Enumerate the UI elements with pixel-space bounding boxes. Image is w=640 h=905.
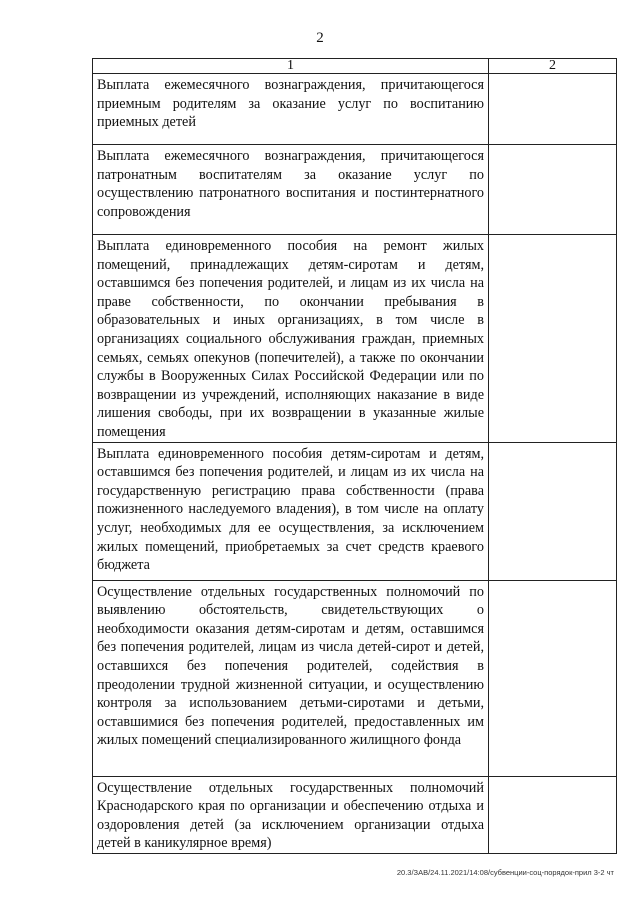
table-row <box>93 235 617 443</box>
table-cell-value <box>489 776 617 853</box>
table-cell-description <box>93 776 489 853</box>
column-header-1: 1 <box>93 59 489 74</box>
row-text: Осуществление отдельных государственных полномочий Краснодарского края по организации и обеспечению отдыха и оздоровления детей (за исключением организации отдыха детей в каникулярное время) <box>97 779 484 852</box>
page-number: 2 <box>316 30 324 46</box>
row-text: Выплата ежемесячного вознаграждения, причитающегося приемным родителям за оказание услуг по воспитанию приемных детей <box>97 77 484 131</box>
table-cell-description <box>93 580 489 776</box>
row-text: Выплата ежемесячного вознаграждения, причитающегося патронатным воспитателям за оказание услуг по осуществлению патронатного воспитания и постинтернатного сопровождения <box>97 148 484 220</box>
table-cell-description <box>93 235 489 443</box>
table-cell-value <box>489 580 617 776</box>
subventions-table <box>92 58 617 854</box>
table-row <box>93 74 617 145</box>
table-row <box>93 580 617 776</box>
table-row <box>93 145 617 235</box>
table-header-row <box>93 59 617 74</box>
table-row <box>93 776 617 853</box>
column-header-2: 2 <box>489 59 617 74</box>
table-cell-value <box>489 74 617 145</box>
table-cell-value <box>489 145 617 235</box>
document-footer-code: 20.3/ЗАВ/24.11.2021/14:08/субвенции-соц-порядок-прил 3-2 чт <box>396 868 614 877</box>
table-row <box>93 442 617 580</box>
table-cell-value <box>489 442 617 580</box>
table-cell-description <box>93 442 489 580</box>
row-text: Выплата единовременного пособия детям-сиротам и детям, оставшимся без попечения родителей, и лицам из их числа на государственную регистрацию права собственности (права пожизненного наследуемого владения), в том числе на оплату услуг, необходимых для ее осуществления, за исключением жилых помещений, приобретаемых за счет средств краевого бюджета <box>97 445 484 574</box>
table-cell-description <box>93 74 489 145</box>
table-cell-value <box>489 235 617 443</box>
row-text: Выплата единовременного пособия на ремонт жилых помещений, принадлежащих детям-сиротам и детям, оставшимся без попечения родителей, и лицам из их числа на праве собственности, по окончании пребывания в образовательных и иных организациях, в том числе в организациях социального обслуживания граждан, приемных семьях, семьях опекунов (попечителей), а также по окончании службы в Вооруженных Силах Российской Федерации или по возвращении из учреждений, исполняющих наказание в виде лишения свободы, при их возвращении в указанные жилые помещения <box>97 238 484 440</box>
row-text: Осуществление отдельных государственных полномочий по выявлению обстоятельств, свидетельствующих о необходимости оказания детям-сиротам и детям, оставшимся без попечения родителей, лицам из числа детей-сирот и детей, оставшихся без попечения родителей, содействия в преодолении трудной жизненной ситуации, и осуществлению контроля за использованием детьми-сиротами и детьми, оставшимися без попечения родителей, предоставленных им жилых помещений специализированного жилищного фонда <box>97 583 484 749</box>
table-cell-description <box>93 145 489 235</box>
